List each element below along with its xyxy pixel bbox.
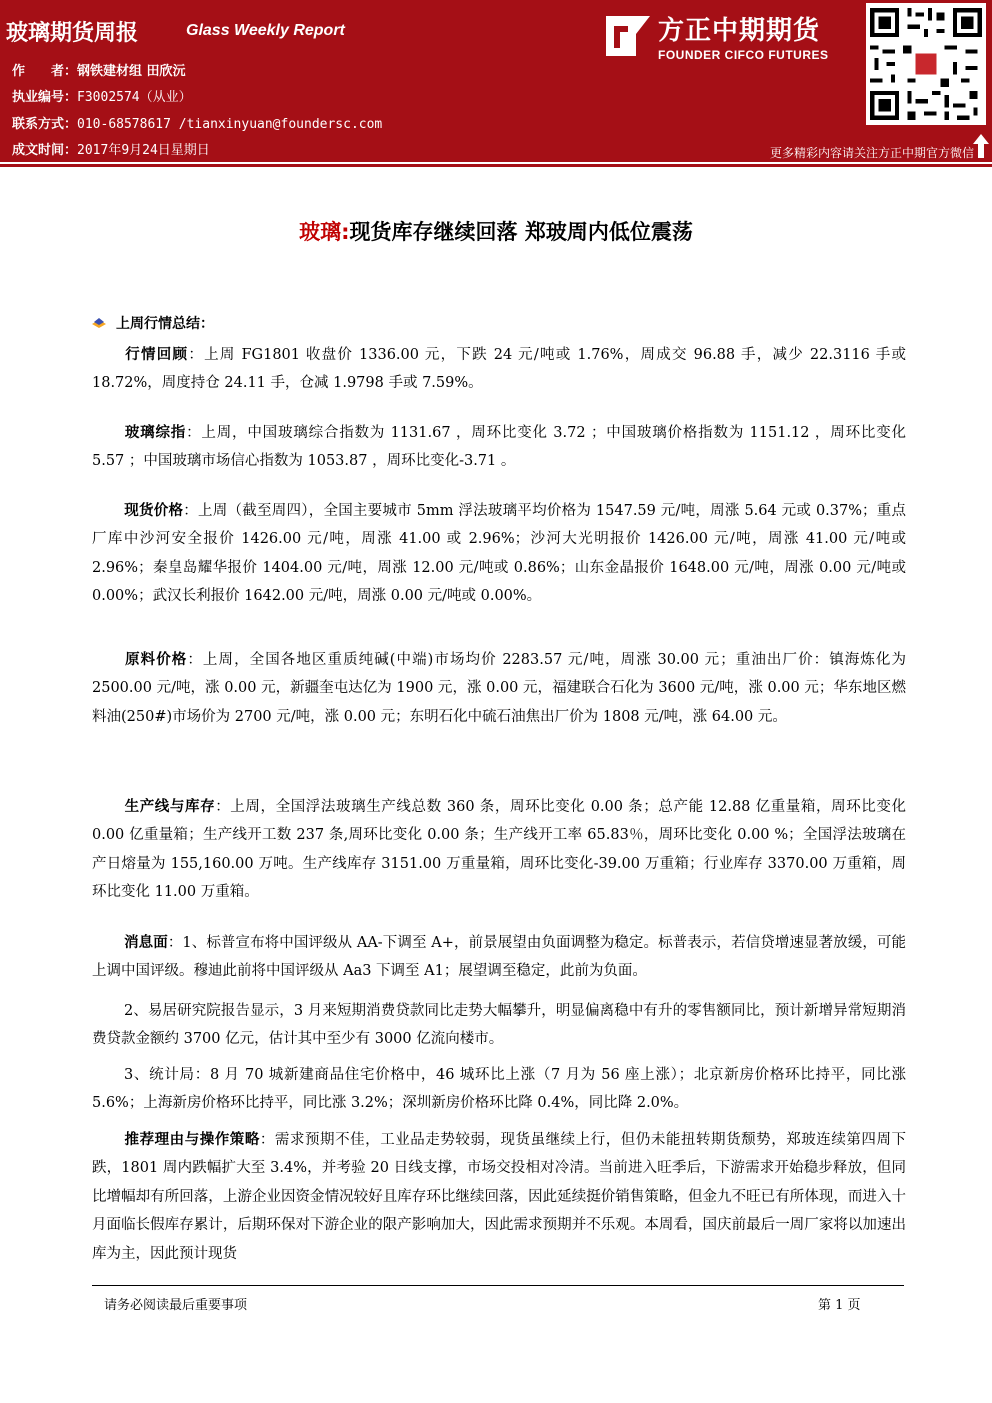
author-line (12, 60, 186, 79)
paragraph-text: ：上周，全国各地区重质纯碱(中端)市场均价 2283.57 元/吨，周涨 30.00 元；重油出厂价：镇海炼化为 2500.00 元/吨，涨 0.00 元，新疆奎屯达亿为 1900 元，涨 0.00 元，福建联合石化为 3600 元/吨，涨 0.00 元；华东地区燃料油(250#)市场价为 2700 元/吨，涨 0.00 元；东明石化中硫石油焦出厂价为 1808 元/吨，涨 64.00 元。 (92, 652, 907, 725)
paragraph-news-3 (92, 1061, 906, 1118)
date-line (12, 139, 210, 158)
document-title (0, 216, 992, 246)
license-label: 执业编号： (12, 90, 78, 105)
logo-en-text: FOUNDER CIFCO FUTURES (658, 48, 829, 62)
paragraph-text: ：需求预期不佳，工业品走势较弱，现货虽继续上行，但仍未能扭转期货颓势，郑玻连续第四周下跌，1801 周内跌幅扩大至 3.4%，并考验 20 日线支撑，市场交投相对冷清。当前进入旺季后，下游需求开始稳步释放，但同比增幅却有所回落，上游企业因资金情况较好且库存环比继续回落，因此延续挺价销售策略，但金九不旺已有所体现，而进入十月面临长假库存累计，后期环保对下游企业的限产影响加大，因此需求预期并不乐观。本周看，国庆前最后一周厂家将以加速出库为主，因此预计现货 (92, 1132, 907, 1262)
follow-wechat-text: 更多精彩内容请关注方正中期官方微信 (769, 146, 974, 160)
section-bullet-icon (92, 317, 106, 329)
section-heading-text: 上周行情总结： (116, 316, 214, 332)
paragraph-spot-price (92, 497, 906, 611)
paragraph-news (92, 929, 906, 986)
report-header (0, 0, 992, 162)
title-main: 现货库存继续回落 郑玻周内低位震荡 (349, 220, 693, 244)
contact-label: 联系方式： (12, 117, 78, 132)
footer-divider (92, 1285, 904, 1286)
paragraph-lead: 现货价格 (124, 503, 184, 519)
paragraph-market-review (92, 341, 906, 398)
paragraph-strategy (92, 1126, 906, 1268)
paragraph-lead: 生产线与库存 (124, 799, 216, 815)
header-divider (0, 164, 992, 167)
paragraph-text: ：上周，全国浮法玻璃生产线总数 360 条，周环比变化 0.00 条；总产能 12.88 亿重量箱，周环比变化 0.00 亿重量箱；生产线开工数 237 条,周环比变化 0.00 条；生产线开工率 65.83％，周环比变化 0.00 %；全国浮法玻璃在产日熔量为 155,160.00 万吨。生产线库存 3151.00 万重量箱，周环比变化-39.00 万重箱；行业库存 3370.00 万重箱，周环比变化 11.00 万重箱。 (92, 799, 907, 901)
paragraph-news-2 (92, 997, 906, 1054)
contact-line (12, 113, 382, 132)
paragraph-lead: 玻璃综指 (124, 425, 187, 441)
report-title-en: Glass Weekly Report (186, 22, 345, 39)
title-prefix: 玻璃: (299, 220, 350, 244)
section-heading (92, 313, 214, 333)
paragraph-text: ：上周（截至周四），全国主要城市 5mm 浮法玻璃平均价格为 1547.59 元/吨，周涨 5.64 元或 0.37%；重点厂库中沙河安全报价 1426.00 元/吨，周涨 41.00 或 2.96%；沙河大光明报价 1426.00 元/吨，周涨 41.00 元/吨或 2.96%；秦皇岛耀华报价 1404.00 元/吨，周涨 12.00 元/吨或 0.86%；山东金晶报价 1648.00 元/吨，周涨 0.00 元/吨或 0.00%；武汉长利报价 1642.00 元/吨，周涨 0.00 元/吨或 0.00%。 (92, 503, 906, 605)
author-value: 钢铁建材组 田欣沅 (77, 64, 186, 79)
logo-cn-text: 方正中期期货 (658, 16, 821, 46)
paragraph-text: 2、易居研究院报告显示，3 月来短期消费贷款同比走势大幅攀升，明显偏离稳中有升的零售额同比，预计新增异常短期消费贷款金额约 3700 亿元，估计其中至少有 3000 亿流向楼市。 (92, 1003, 906, 1048)
logo-mark-icon (604, 10, 652, 58)
paragraph-production-inventory (92, 793, 906, 907)
date-value: 2017年9月24日星期日 (77, 143, 210, 158)
report-title: 玻璃期货周报 (6, 21, 139, 46)
paragraph-lead: 原料价格 (124, 652, 188, 668)
footer-notice: 请务必阅读最后重要事项 (104, 1298, 248, 1313)
company-logo (598, 8, 858, 68)
license-value: F3002574（从业） (77, 90, 192, 105)
paragraph-lead: 消息面 (124, 935, 168, 951)
paragraph-text: ：上周，中国玻璃综合指数为 1131.67 ，周环比变化 3.72 ；中国玻璃价格指数为 1151.12 ，周环比变化 5.57 ；中国玻璃市场信心指数为 1053.87 ，周环比变化-3.71 。 (92, 425, 907, 470)
paragraph-lead: 行情回顾 (124, 347, 189, 363)
paragraph-raw-material (92, 646, 906, 731)
paragraph-text: 3、统计局：8 月 70 城新建商品住宅价格中，46 城环比上涨（7 月为 56 座上涨）；北京新房价格环比持平，同比涨 5.6%；上海新房价格环比持平，同比涨 3.2%；深圳新房价格环比降 0.4%，同比降 2.0%。 (92, 1067, 906, 1112)
page-number: 第 1 页 (818, 1298, 861, 1313)
license-line (12, 86, 192, 105)
paragraph-lead: 推荐理由与操作策略 (124, 1132, 260, 1148)
date-label: 成文时间： (12, 143, 78, 158)
paragraph-text: ：上周 FG1801 收盘价 1336.00 元，下跌 24 元/吨或 1.76%，周成交 96.88 手，减少 22.3116 手或 18.72%，周度持仓 24.11 手，仓减 1.9798 手或 7.59%。 (92, 347, 907, 392)
contact-value: 010-68578617 /tianxinyuan@foundersc.com (77, 117, 383, 132)
arrow-up-icon (973, 134, 989, 158)
author-label: 作 者： (12, 64, 78, 79)
paragraph-glass-index (92, 419, 906, 476)
qr-code-icon (866, 3, 986, 125)
paragraph-text: ：1、标普宣布将中国评级从 AA-下调至 A+，前景展望由负面调整为稳定。标普表示，若信贷增速显著放缓，可能上调中国评级。穆迪此前将中国评级从 Aa3 下调至 A1；展望调至稳定，此前为负面。 (92, 935, 906, 980)
